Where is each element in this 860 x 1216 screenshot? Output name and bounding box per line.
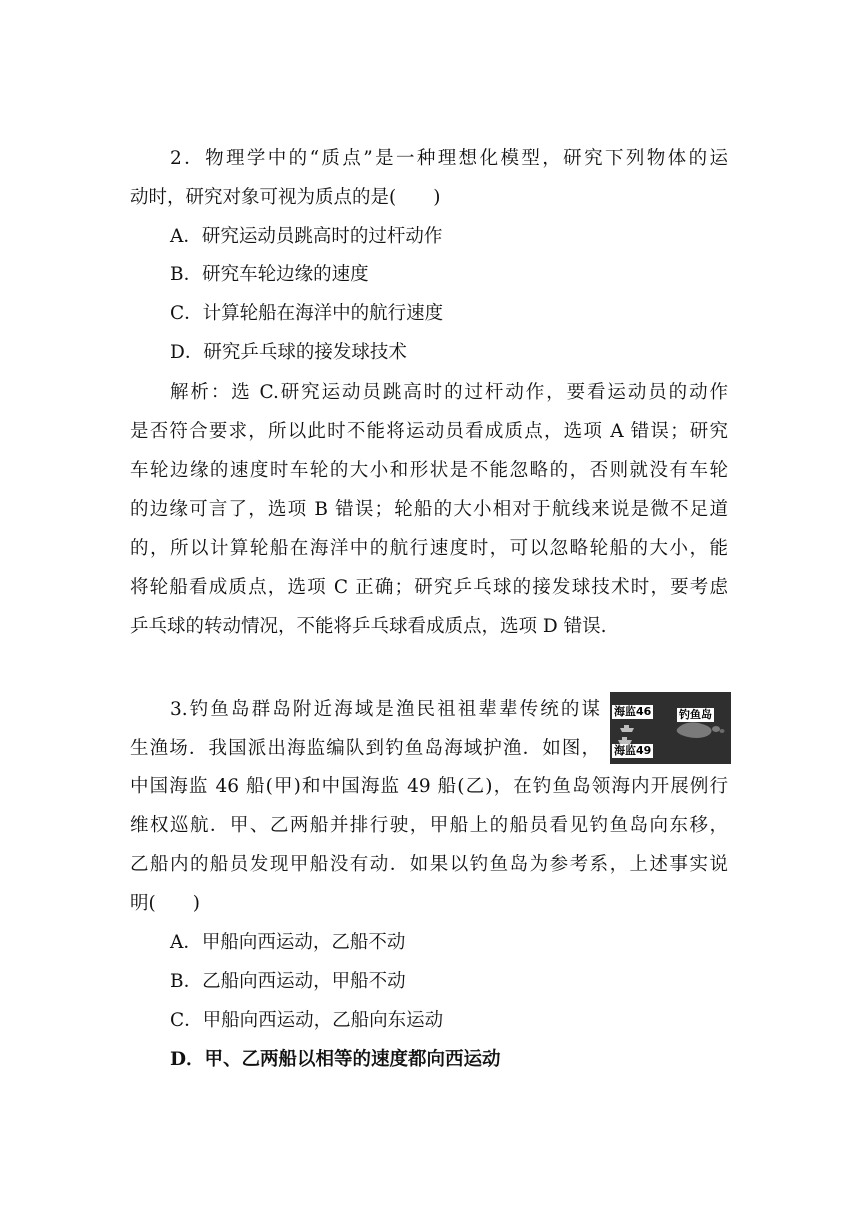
q3-stem-line-6: 明( ) [130,893,200,914]
q2-option-c: C．计算轮船在海洋中的航行速度 [170,303,444,324]
q2-option-d: D．研究乒乓球的接发球技术 [170,342,407,363]
q2-option-b: B．研究车轮边缘的速度 [170,264,369,285]
q2-analysis-line-7: 乒乓球的转动情况，不能将乒乓球看成质点，选项 D 错误. [130,616,607,637]
q2-analysis-line-4: 的边缘可言了，选项 B 错误；轮船的大小相对于航线来说是微不足道 [130,499,728,520]
q2-option-a: A．研究运动员跳高时的过杆动作 [170,226,443,247]
q3-stem-line-3: 中国海监 46 船(甲)和中国海监 49 船(乙)，在钓鱼岛领海内开展例行 [130,776,728,797]
q2-stem-line-2: 动时，研究对象可视为质点的是( ) [130,187,441,208]
figure-label-ship-49: 海监49 [614,744,652,757]
q3-stem-line-5: 乙船内的船员发现甲船没有动．如果以钓鱼岛为参考系，上述事实说 [130,854,728,875]
q3-stem-line-4: 维权巡航．甲、乙两船并排行驶，甲船上的船员看见钓鱼岛向东移， [130,815,728,836]
q3-option-a: A．甲船向西运动，乙船不动 [170,932,406,953]
q2-analysis-line-5: 的，所以计算轮船在海洋中的航行速度时，可以忽略轮船的大小，能 [130,538,728,559]
ship-island-figure [610,692,731,764]
q3-stem-line-1: 3.钓鱼岛群岛附近海域是渔民祖祖辈辈传统的谋 [170,699,600,720]
q2-stem-line-1: 2．物理学中的“质点”是一种理想化模型，研究下列物体的运 [170,148,728,169]
q3-option-c: C．甲船向西运动，乙船向东运动 [170,1010,444,1031]
q2-analysis-line-1: 解析：选 C.研究运动员跳高时的过杆动作，要看运动员的动作 [170,382,728,403]
q3-option-d: D．甲、乙两船以相等的速度都向西运动 [170,1049,501,1070]
q2-analysis-line-6: 将轮船看成质点，选项 C 正确；研究乒乓球的接发球技术时，要考虑 [130,577,728,598]
figure-label-island: 钓鱼岛 [679,708,712,721]
figure-label-ship-46: 海监46 [614,705,652,718]
q2-analysis-line-2: 是否符合要求，所以此时不能将运动员看成质点，选项 A 错误；研究 [130,421,728,442]
q3-option-b: B．乙船向西运动，甲船不动 [170,971,406,992]
q2-analysis-line-3: 车轮边缘的速度时车轮的大小和形状是不能忽略的，否则就没有车轮 [130,460,728,481]
q3-stem-line-2: 生渔场．我国派出海监编队到钓鱼岛海域护渔．如图， [130,738,600,759]
